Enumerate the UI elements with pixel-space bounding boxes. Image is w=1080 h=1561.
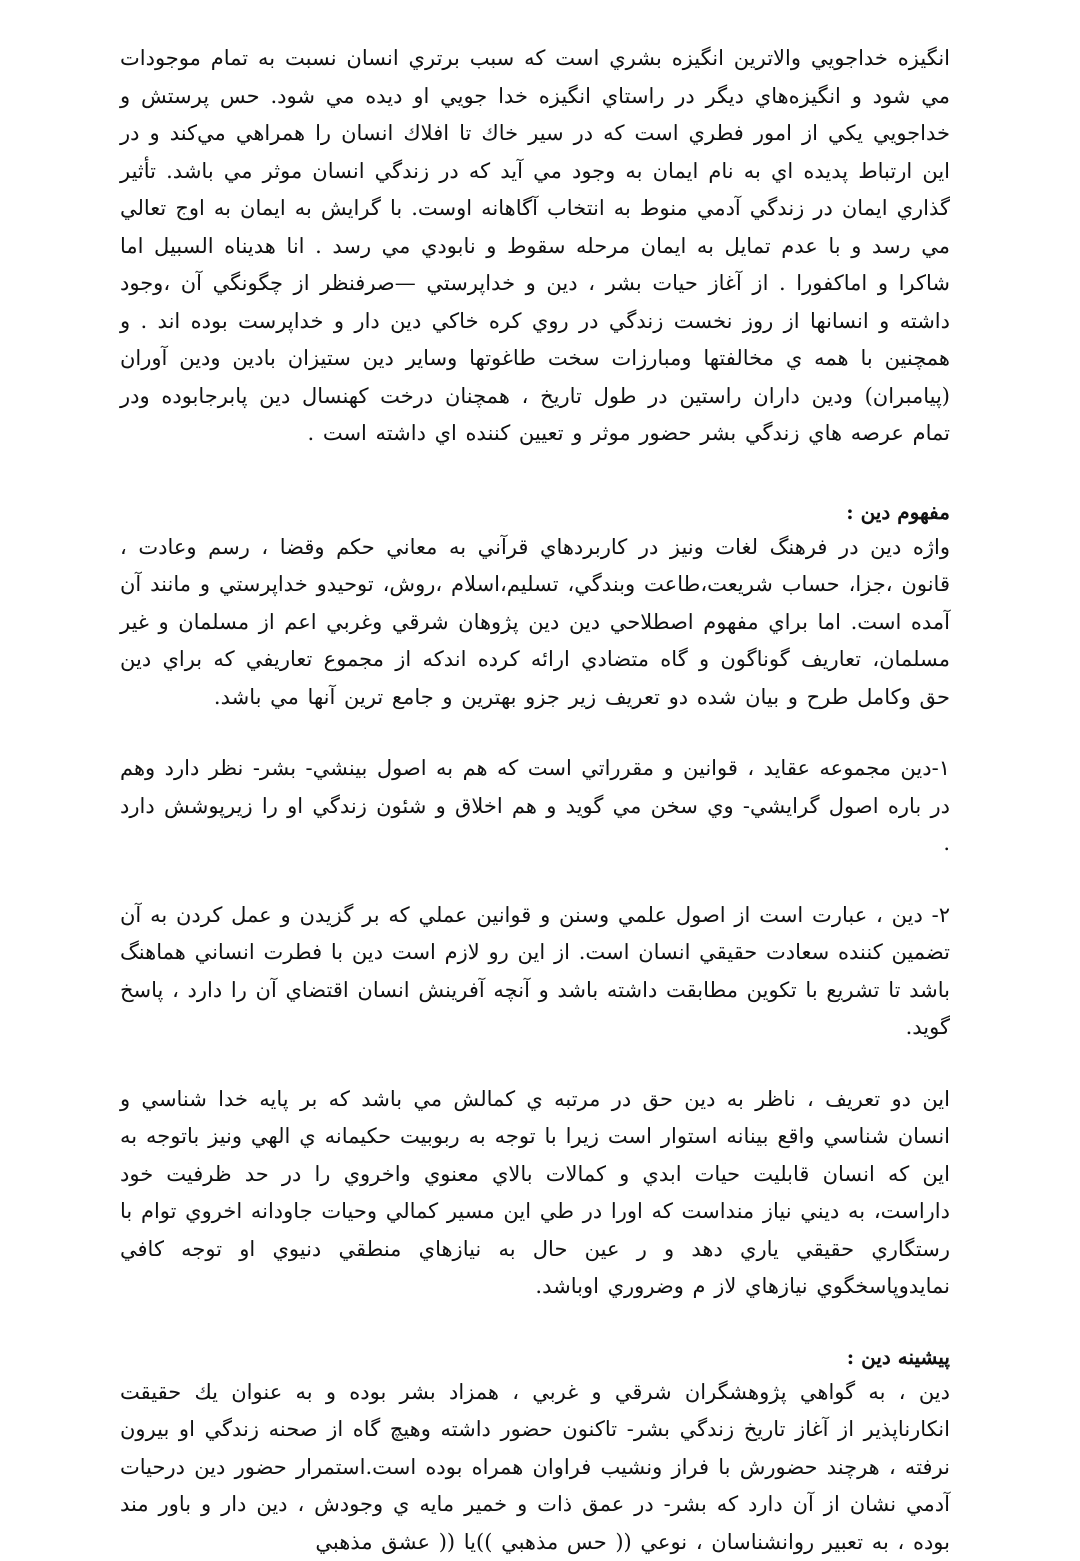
definition-1-paragraph: ۱-دين مجموعه عقايد ، قوانين و مقرراتي است كه هم به اصول بينشي- بشر- نظر دارد وهم در باره اصول گرايشي- وي سخن مي گويد و هم اخلاق و شئون زندگي او را زيرپوشش دارد . [120,750,950,863]
heading-concept-of-religion: مفهوم دين : [120,495,950,529]
concept-paragraph: واژه دين در فرهنگ لغات ونيز در كاربردهاي قرآني به معاني حكم وقضا ، رسم وعادت ، قانون ،جزا، حساب شريعت،طاعت وبندگي، تسليم،اسلام ،روش، توحيدو خداپرستي و مانند آن آمده است. اما براي مفهوم اصطلاحي دين دين پژوهان شرقي وغربي اعم از مسلمان و غير مسلمان، تعاريف گوناگون و گاه متضادي ارائه كرده اندكه از مجموع تعاريفي كه براي دين حق وكامل طرح و بيان شده دو تعريف زير جزو بهترين و جامع ترين آنها مي باشد. [120,529,950,717]
analysis-paragraph: اين دو تعريف ، ناظر به دين حق در مرتبه ي كمالش مي باشد كه بر پايه خدا شناسي و انسان شناسي واقع بينانه استوار است زيرا با توجه به ربوبيت حكيمانه ي الهي ونيز باتوجه به اين كه انسان قابليت حيات ابدي و كمالات بالاي معنوي واخروي را در حد ظرفيت خود داراست، به ديني نياز منداست كه اورا در طي اين مسير كمالي وحيات جاودانه اخروي توام با رستگاري حقيقي ياري دهد و ر عين حال به نيازهاي منطقي دنيوي او توجه كافي نمايدوپاسخگوي نيازهاي لاز م وضروري اوباشد. [120,1081,950,1306]
document-page [120,40,950,1561]
definition-2-paragraph: ۲- دين ، عبارت است از اصول علمي وسنن و قوانين عملي كه بر گزيدن و عمل كردن به آن تضمين كننده سعادت حقيقي انسان است. از اين رو لازم است دين با فطرت انساني هماهنگ باشد تا تشريع با تكوين مطابقت داشته باشد و آنچه آفرينش انسان اقتضاي آن را دارد ، پاسخ گويد. [120,897,950,1047]
history-paragraph: دين ، به گواهي پژوهشگران شرقي و غربي ، همزاد بشر بوده و به عنوان يك حقيقت انكارناپذير از آغاز تاريخ زندگي بشر- تاكنون حضور داشته وهيچ گاه از صحنه زندگي او بيرون نرفته ، هرچند حضورش با فراز ونشيب فراوان همراه بوده است.استمرار حضور دين درحيات آدمي نشان از آن دارد كه بشر- در عمق ذات و خمير مايه ي وجودش ، دين دار و باور مند بوده ، به تعبير روانشناسان ، نوعي (( حس مذهبي ))يا (( عشق مذهبي [120,1374,950,1561]
heading-history-of-religion: پیشینه دين : [120,1340,950,1374]
intro-paragraph: انگیزه خداجويي والاترين انگيزه بشري است كه سبب برتري انسان نسبت به تمام موجودات مي شود و انگيزه‌هاي ديگر در راستاي انگيزه خدا جويي او ديده مي شود. حس پرستش و خداجويي يكي از امور فطري است كه در سير خاك تا افلاك انسان را همراهي مي‌كند و در اين ارتباط پديده اي به نام ايمان به وجود مي آيد كه در زندگي انسان موثر مي باشد. تأثير گذاري ايمان در زندگي آدمي منوط به انتخاب آگاهانه اوست. با گرايش به ايمان به اوج تعالي مي رسد و با عدم تمايل به ايمان مرحله سقوط و نابودي مي رسد . انا هديناه السبيل اما شاكرا و اماكفورا . از آغاز حيات بشر ، دين و خداپرستي —صرفنظر از چگونگي آن ،وجود داشته و انسانها از روز نخست زندگي در روي كره خاكي دين دار و خداپرست بوده اند . و همچنين با همه ي مخالفتها ومبارزات سخت طاغوتها وساير دين ستيزان بادين ودين آوران (پيامبران) ودين داران راستين در طول تاريخ ، همچنان درخت كهنسال دين پابرجابوده ودر تمام عرصه هاي زندگي بشر حضور موثر و تعيين كننده اي داشته است . [120,40,950,453]
